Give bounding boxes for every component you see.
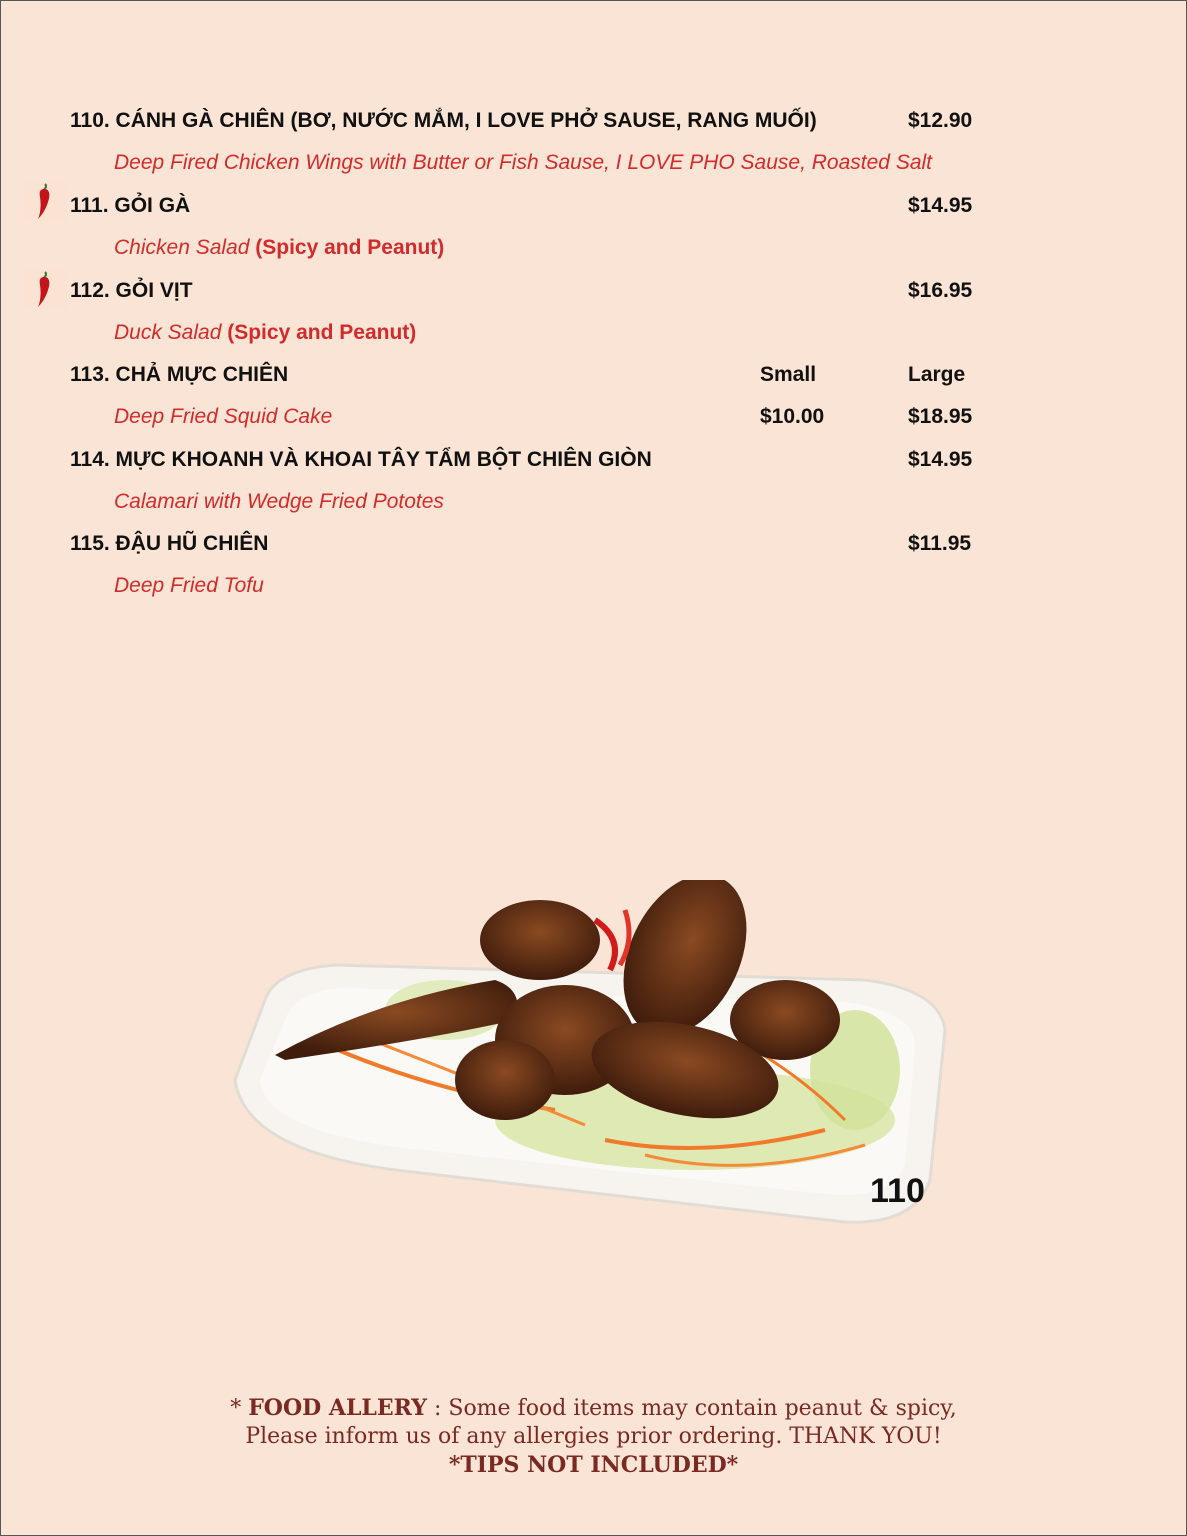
item-114-name: 114. MỰC KHOANH VÀ KHOAI TÂY TẨM BỘT CHIÊN GIÒN [70, 448, 652, 471]
item-112-name: 112. GỎI VỊT [70, 279, 193, 302]
item-113-price-large: $18.95 [908, 405, 973, 428]
food-allergy-label: FOOD ALLERY [248, 1395, 427, 1421]
item-111-description-line [114, 236, 444, 260]
footer-line-2: Please inform us of any allergies prior ordering. THANK YOU! [245, 1424, 942, 1449]
item-113-description: Deep Fried Squid Cake [114, 405, 333, 428]
footer-prefix: * [230, 1396, 249, 1421]
item-111-description: Chicken Salad [114, 236, 250, 259]
item-111-note: (Spicy and Peanut) [255, 236, 445, 259]
footer-line-1 [0, 1394, 1187, 1423]
item-110-description: Deep Fired Chicken Wings with Butter or Fish Sause, I LOVE PHO Sause, Roasted Salt [114, 151, 933, 174]
item-113-name: 113. CHẢ MỰC CHIÊN [70, 363, 289, 386]
item-111-price: $14.95 [908, 194, 973, 217]
item-111-name: 111. GỎI GÀ [70, 194, 191, 217]
photo-label: 110 [870, 1172, 925, 1210]
size-small-header: Small [760, 363, 817, 386]
size-large-header: Large [908, 363, 966, 386]
item-115-price: $11.95 [908, 532, 972, 555]
tips-notice-text: *TIPS NOT INCLUDED* [448, 1452, 739, 1478]
footer-line-1-text: : Some food items may contain peanut & spicy, [426, 1396, 957, 1421]
item-112-description: Duck Salad [114, 321, 222, 344]
chili-pepper-icon [24, 268, 68, 310]
item-115-description: Deep Fried Tofu [114, 574, 264, 597]
item-114-price: $14.95 [908, 448, 973, 471]
allergy-footer [0, 1394, 1187, 1480]
item-110-price: $12.90 [908, 109, 973, 132]
item-112-note: (Spicy and Peanut) [227, 321, 417, 344]
item-113-price-small: $10.00 [760, 405, 825, 428]
item-115-name: 115. ĐẬU HŨ CHIÊN [70, 532, 269, 555]
item-112-price: $16.95 [908, 279, 973, 302]
item-112-description-line [114, 321, 416, 345]
item-110-name: 110. CÁNH GÀ CHIÊN (BƠ, NƯỚC MẮM, I LOVE PHỞ SAUSE, RANG MUỐI) [70, 109, 817, 132]
chicken-wings-photo [225, 880, 955, 1240]
item-114-description: Calamari with Wedge Fried Pototes [114, 490, 444, 513]
tips-notice [0, 1451, 1187, 1480]
chili-pepper-icon [24, 180, 68, 222]
